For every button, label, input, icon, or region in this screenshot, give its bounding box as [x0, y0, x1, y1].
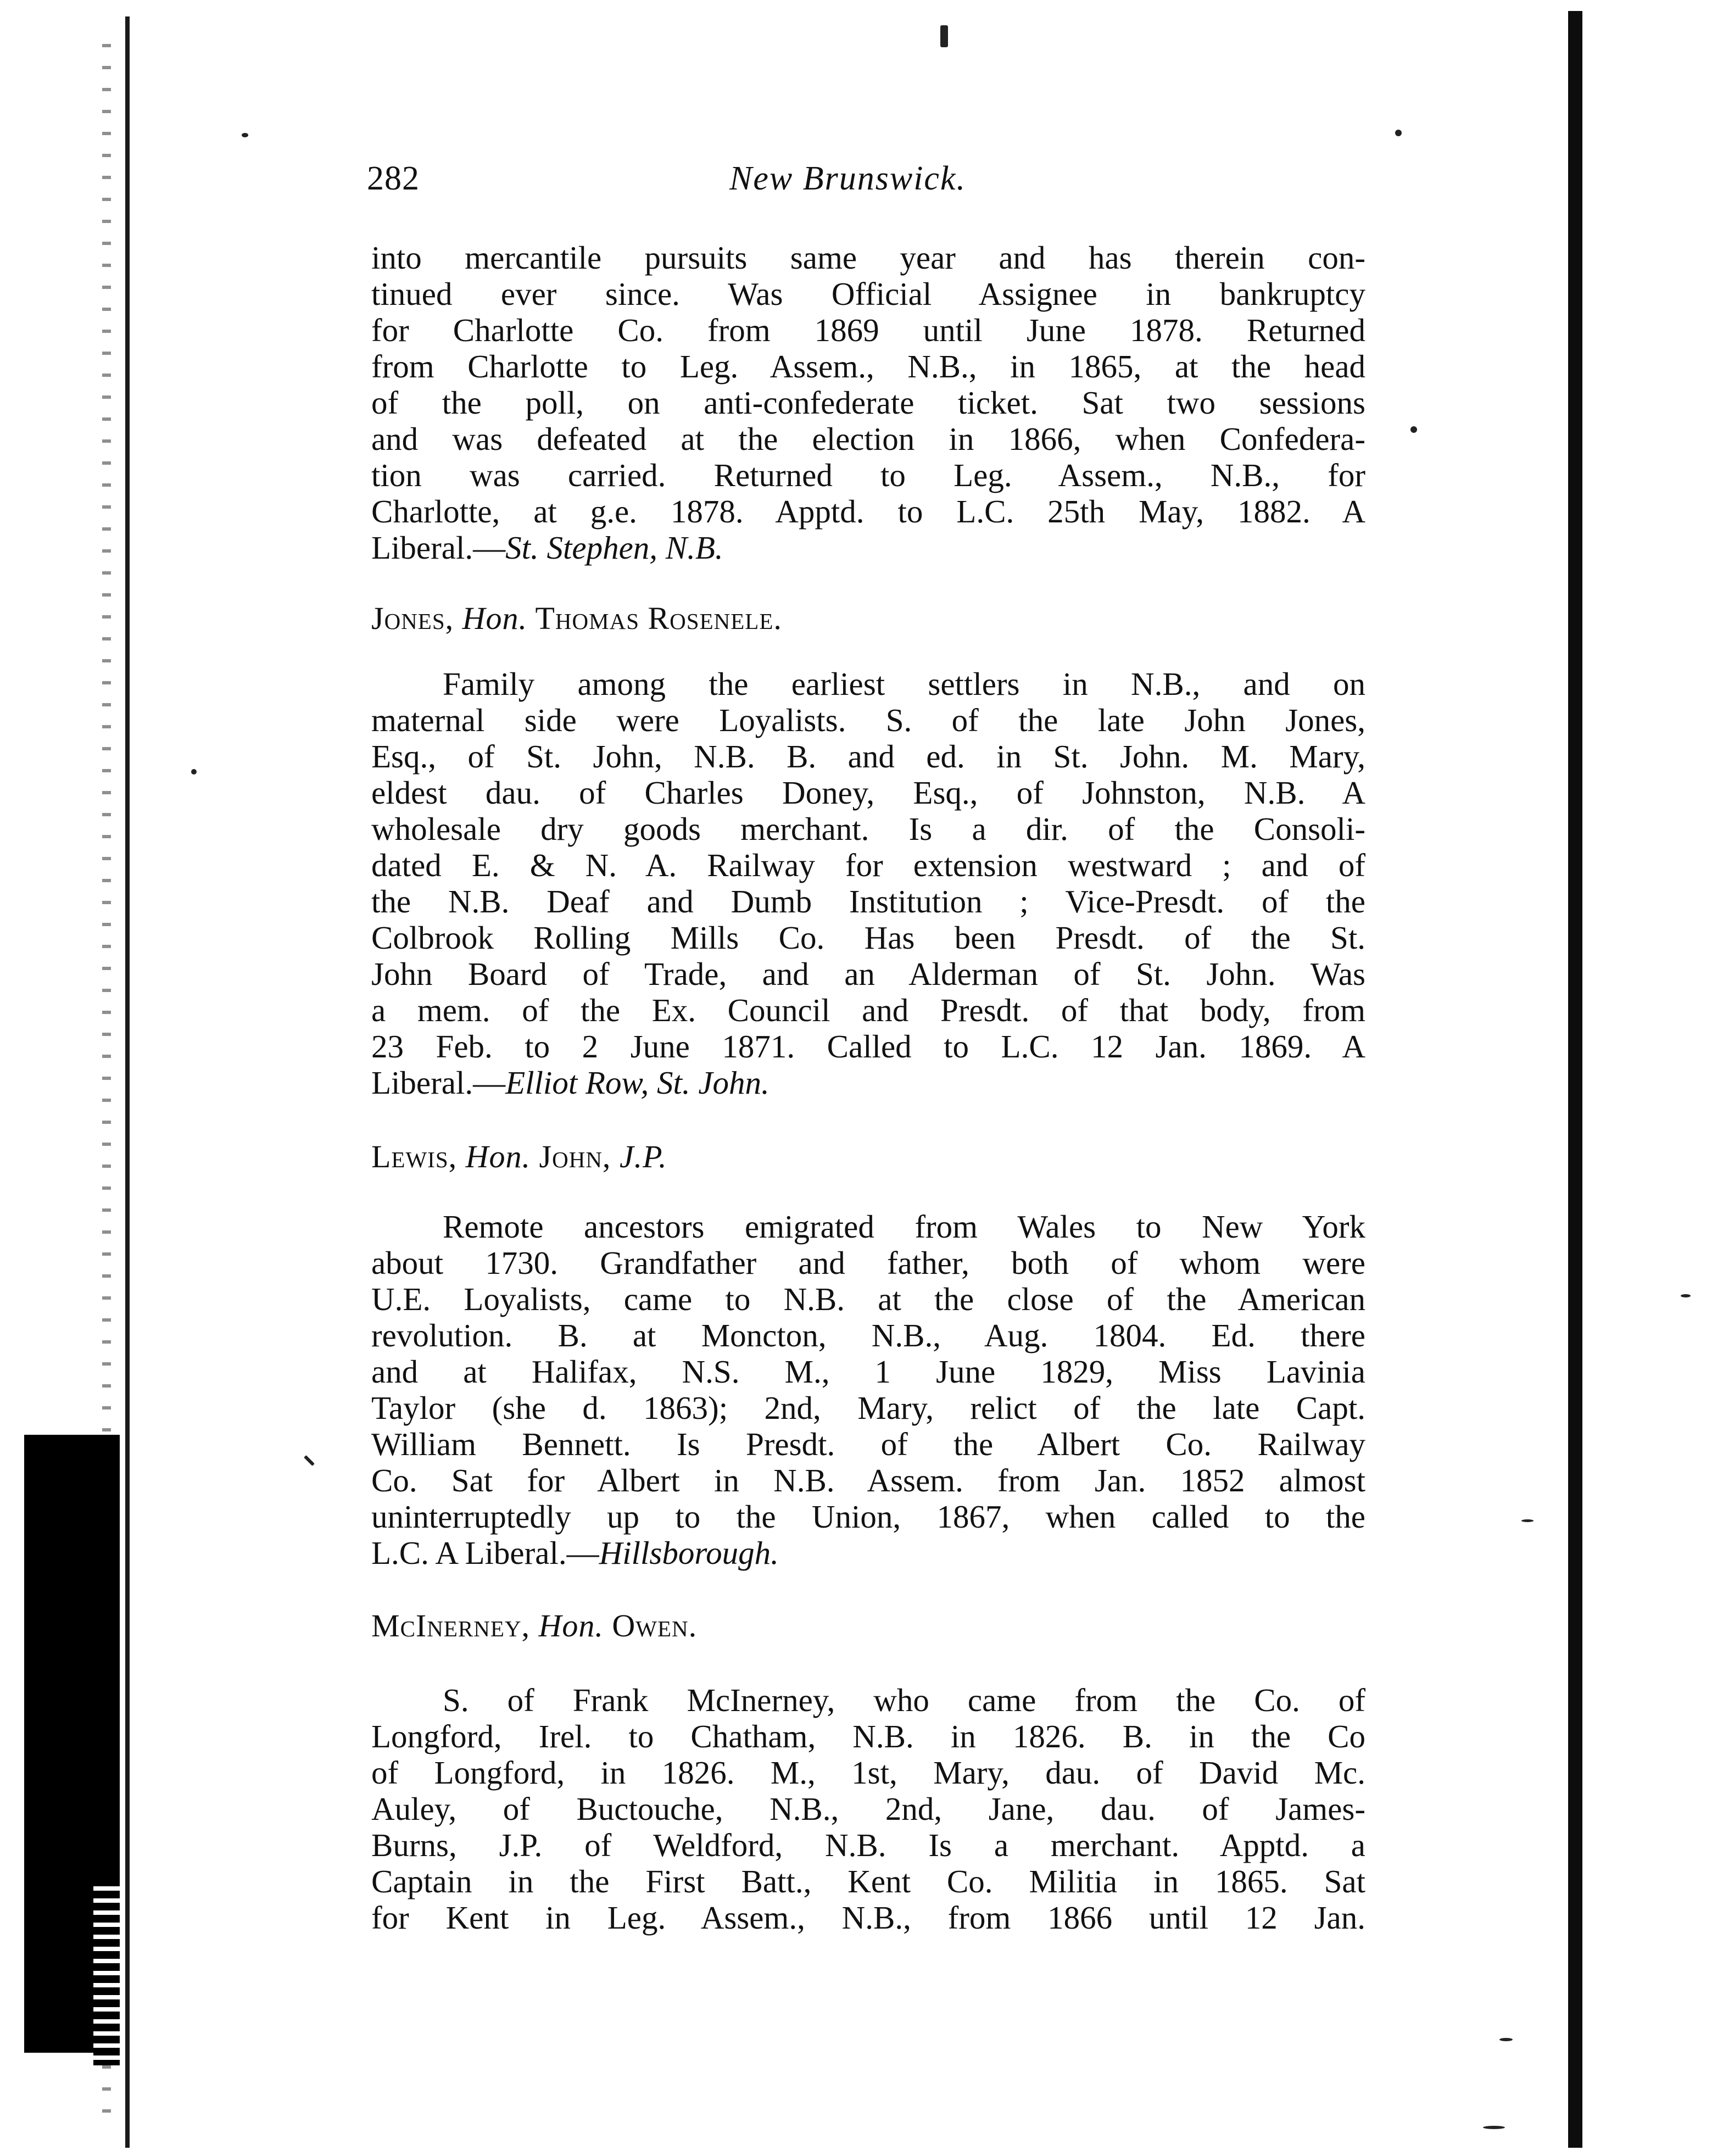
text-line: John Board of Trade, and an Alderman of St. John. Was: [371, 956, 1365, 992]
text-line: William Bennett. Is Presdt. of the Albert Co. Railway: [371, 1426, 1365, 1462]
running-title: New Brunswick.: [729, 160, 966, 197]
entry-given-names: Thomas Rosenele.: [535, 600, 782, 636]
text-line: a mem. of the Ex. Council and Presdt. of that body, from: [371, 992, 1365, 1028]
continued-paragraph: [371, 239, 1365, 566]
text-line: Captain in the First Batt., Kent Co. Militia in 1865. Sat: [371, 1863, 1365, 1899]
text-line: Charlotte, at g.e. 1878. Apptd. to L.C. 25th May, 1882. A: [371, 493, 1365, 530]
text-line: Auley, of Buctouche, N.B., 2nd, Jane, dau. of James-: [371, 1791, 1365, 1827]
text-line: and at Halifax, N.S. M., 1 June 1829, Miss Lavinia: [371, 1353, 1365, 1390]
entry-surname: McInerney,: [371, 1608, 530, 1644]
entry-given-names: Owen.: [612, 1608, 698, 1644]
text-line: for Kent in Leg. Assem., N.B., from 1866 until 12 Jan.: [371, 1899, 1365, 1936]
entry-heading-lewis: [371, 1138, 667, 1175]
text-line: dated E. & N. A. Railway for extension westward ; and of: [371, 847, 1365, 883]
text-line: about 1730. Grandfather and father, both of whom were: [371, 1245, 1365, 1281]
scan-speck: [1681, 1294, 1691, 1297]
scan-speck: [1521, 1519, 1534, 1522]
text-line: Colbrook Rolling Mills Co. Has been Presdt. of the St.: [371, 920, 1365, 956]
text-line: from Charlotte to Leg. Assem., N.B., in 1865, at the head: [371, 348, 1365, 385]
text-line: Remote ancestors emigrated from Wales to New York: [443, 1208, 1365, 1245]
text-line: of the poll, on anti-confederate ticket. Sat two sessions: [371, 385, 1365, 421]
closing-line: [371, 1065, 1365, 1101]
scan-speck: [1410, 426, 1417, 433]
text-line: into mercantile pursuits same year and has therein con-: [371, 239, 1365, 276]
text-line: Family among the earliest settlers in N.B., and on: [443, 666, 1365, 702]
entry-honorific: Hon.: [538, 1608, 604, 1644]
entry-honorific: Hon.: [465, 1139, 531, 1174]
scan-speck: [242, 133, 248, 137]
entry-heading-mcinerney: [371, 1607, 697, 1644]
text-line: S. of Frank McInerney, who came from the Co. of: [443, 1682, 1365, 1718]
text-line: uninterruptedly up to the Union, 1867, when called to the: [371, 1498, 1365, 1535]
text-line: Esq., of St. John, N.B. B. and ed. in St. John. M. Mary,: [371, 738, 1365, 775]
scan-binding-edge-right: [1568, 11, 1582, 2148]
running-head: [367, 159, 999, 209]
text-line: wholesale dry goods merchant. Is a dir. of the Consoli-: [371, 811, 1365, 847]
entry-body-mcinerney: [371, 1682, 1365, 1936]
closing-place: Hillsborough.: [599, 1535, 779, 1571]
scan-speck: [304, 1455, 315, 1466]
closing-place: Elliot Row, St. John.: [505, 1065, 770, 1101]
entry-given-names: John,: [539, 1139, 611, 1174]
scan-barcode-strip: [93, 1879, 120, 2065]
entry-body-lewis: [371, 1208, 1365, 1571]
entry-surname: Lewis,: [371, 1139, 458, 1174]
closing-text: Liberal.—: [371, 530, 506, 566]
closing-text: Liberal.—: [371, 1065, 506, 1101]
scan-speck: [1483, 2126, 1505, 2129]
text-line: 23 Feb. to 2 June 1871. Called to L.C. 12 Jan. 1869. A: [371, 1028, 1365, 1065]
text-line: Taylor (she d. 1863); 2nd, Mary, relict of the late Capt.: [371, 1390, 1365, 1426]
closing-line: [371, 1535, 1365, 1571]
text-line: for Charlotte Co. from 1869 until June 1878. Returned: [371, 312, 1365, 348]
scan-speck: [940, 25, 948, 47]
scan-speck: [1499, 2038, 1513, 2041]
scan-speck: [191, 769, 197, 775]
entry-honorific: Hon.: [462, 600, 528, 636]
text-line: Co. Sat for Albert in N.B. Assem. from Jan. 1852 almost: [371, 1462, 1365, 1498]
text-line: eldest dau. of Charles Doney, Esq., of Johnston, N.B. A: [371, 775, 1365, 811]
text-line: maternal side were Loyalists. S. of the late John Jones,: [371, 702, 1365, 738]
text-line: and was defeated at the election in 1866, when Confedera-: [371, 421, 1365, 457]
closing-text: L.C. A Liberal.—: [371, 1535, 599, 1571]
entry-suffix: J.P.: [619, 1139, 667, 1174]
scan-speck: [1395, 130, 1402, 136]
entry-surname: Jones,: [371, 600, 454, 636]
text-line: of Longford, in 1826. M., 1st, Mary, dau. of David Mc.: [371, 1754, 1365, 1791]
closing-place: St. Stephen, N.B.: [505, 530, 723, 566]
closing-line: [371, 530, 1365, 566]
text-line: Burns, J.P. of Weldford, N.B. Is a merchant. Apptd. a: [371, 1827, 1365, 1863]
text-line: revolution. B. at Moncton, N.B., Aug. 1804. Ed. there: [371, 1317, 1365, 1353]
scan-binding-edge-left: [125, 16, 130, 2148]
entry-body-jones: [371, 666, 1365, 1101]
text-line: U.E. Loyalists, came to N.B. at the close of the American: [371, 1281, 1365, 1317]
page-number: 282: [367, 160, 420, 197]
text-line: tinued ever since. Was Official Assignee in bankruptcy: [371, 276, 1365, 312]
entry-heading-jones: [371, 600, 782, 637]
text-line: Longford, Irel. to Chatham, N.B. in 1826. B. in the Co: [371, 1718, 1365, 1754]
text-line: the N.B. Deaf and Dumb Institution ; Vice-Presdt. of the: [371, 883, 1365, 920]
text-line: tion was carried. Returned to Leg. Assem., N.B., for: [371, 457, 1365, 493]
